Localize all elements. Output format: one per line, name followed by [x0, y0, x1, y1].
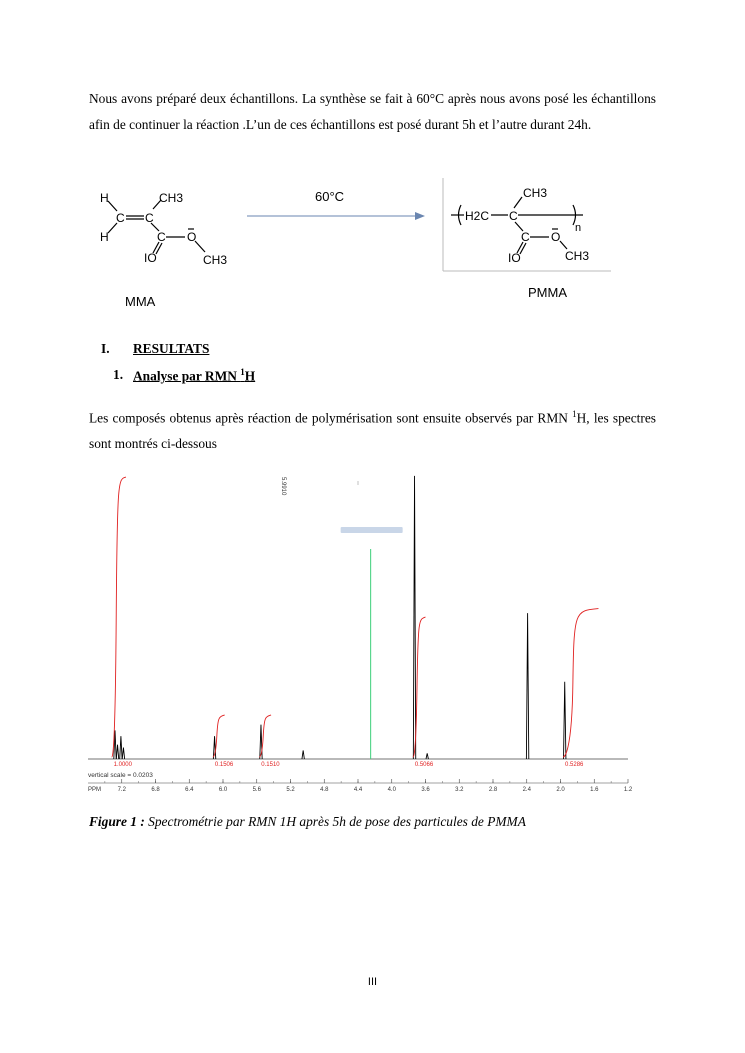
- x-tick-label: 4.4: [353, 787, 363, 793]
- x-tick-label: 6.8: [151, 787, 160, 793]
- x-tick-label: 4.0: [387, 787, 396, 793]
- pmma-group-ch3-ester: CH3: [565, 249, 590, 263]
- x-tick-label: 7.2: [117, 787, 126, 793]
- figure-caption: [89, 814, 526, 830]
- integral-curve: [213, 715, 225, 757]
- integral-value-label: 0.5286: [565, 762, 584, 768]
- figure-caption-label: Figure 1 :: [89, 814, 145, 829]
- x-tick-label: 5.2: [286, 787, 295, 793]
- mma-atom-c-carbonyl: C: [157, 230, 166, 244]
- cursor-tooltip: [341, 527, 403, 533]
- x-tick-label: 3.6: [421, 787, 430, 793]
- spectrum-peak: [413, 476, 415, 759]
- reaction-arrow-head: [415, 212, 425, 220]
- page-number: III: [367, 976, 378, 988]
- mma-atom-o-carbonyl: IO: [144, 251, 157, 265]
- integral-curve: [563, 609, 598, 757]
- section-title: RESULTATS: [133, 341, 210, 356]
- subsection-title-sup: 1: [240, 367, 245, 377]
- x-tick-label: 6.0: [218, 787, 228, 793]
- spectrum-peak: [564, 682, 566, 759]
- intro-paragraph: Nous avons préparé deux échantillons. La synthèse se fait à 60°C après nous avons posé les échantillons afin de continuer la réaction .L’un de ces échantillons est posé durant 5h et l’autre durant 24h.: [89, 91, 656, 132]
- x-tick-label: 1.6: [590, 787, 599, 793]
- x-tick-label: 5.6: [252, 787, 261, 793]
- pmma-subscript-n: n: [575, 222, 582, 234]
- pmma-structure: [451, 186, 589, 265]
- mma-atom-c-left: C: [116, 211, 125, 225]
- mma-group-ch3-ester: CH3: [203, 253, 228, 267]
- x-tick-label: 2.0: [556, 787, 565, 793]
- integral-value-label: 0.1510: [261, 762, 280, 768]
- results-text-before: Les composés obtenus après réaction de polymérisation sont ensuite observés par RMN: [89, 410, 573, 426]
- mma-atom-h-top: H: [100, 191, 109, 205]
- x-tick-label: 4.8: [320, 787, 329, 793]
- pmma-atom-o-ester: O: [551, 230, 561, 244]
- mma-atom-h-bottom: H: [100, 230, 109, 244]
- x-tick-label: 6.4: [185, 787, 194, 793]
- integral-curve: [112, 477, 126, 757]
- integral-curve: [413, 617, 426, 757]
- integral-value-label: 0.1506: [214, 762, 234, 768]
- mma-atom-o-ester: O: [187, 230, 197, 244]
- spectrum-peak: [120, 736, 122, 759]
- pmma-atom-o-carbonyl: IO: [508, 251, 521, 265]
- integral-value-label: 1.0000: [113, 762, 132, 768]
- mma-label: MMA: [125, 294, 156, 309]
- reaction-condition: 60°C: [315, 189, 345, 204]
- results-paragraph: [89, 401, 656, 457]
- x-tick-label: 2.8: [488, 787, 498, 793]
- x-tick-label: 2.4: [522, 787, 531, 793]
- mma-structure: [100, 191, 227, 267]
- spectrum-peak: [122, 748, 124, 759]
- vertical-scale-label: vertical scale = 0.0203: [88, 772, 153, 779]
- nmr-spectrum-chart: [84, 465, 632, 795]
- subsection-title-end: H: [244, 368, 256, 384]
- spectrum-peak: [426, 753, 428, 759]
- x-tick-label: 3.2: [455, 787, 464, 793]
- results-sup: 1: [572, 409, 577, 419]
- pmma-group-ch3-top: CH3: [523, 186, 548, 200]
- figure-caption-text: Spectrométrie par RMN 1H après 5h de pose des particules de PMMA: [144, 814, 526, 829]
- spectrum-peak: [116, 745, 118, 759]
- x-tick-label: 1.2: [623, 787, 632, 793]
- results-text-after: H, les spectres sont montrés ci-dessous: [89, 410, 657, 452]
- subsection-number: 1.: [113, 367, 124, 382]
- pmma-label: PMMA: [528, 285, 567, 300]
- subsection-title: [133, 367, 255, 384]
- section-number: I.: [101, 341, 110, 356]
- peak-annotation: 5.9910: [280, 477, 287, 496]
- mma-atom-c-right: C: [145, 211, 154, 225]
- integral-value-label: 0.5066: [414, 762, 434, 768]
- mma-group-ch3-top: CH3: [159, 191, 184, 205]
- spectrum-peak: [302, 750, 304, 759]
- pmma-group-h2c: H2C: [465, 209, 490, 223]
- pmma-atom-c-carbonyl: C: [521, 230, 530, 244]
- x-axis-label: PPM: [88, 787, 102, 793]
- subsection-title-main: Analyse par RMN: [133, 368, 241, 384]
- reaction-scheme: [95, 175, 625, 320]
- pmma-atom-c-backbone: C: [509, 209, 518, 223]
- spectrum-peak: [526, 613, 528, 759]
